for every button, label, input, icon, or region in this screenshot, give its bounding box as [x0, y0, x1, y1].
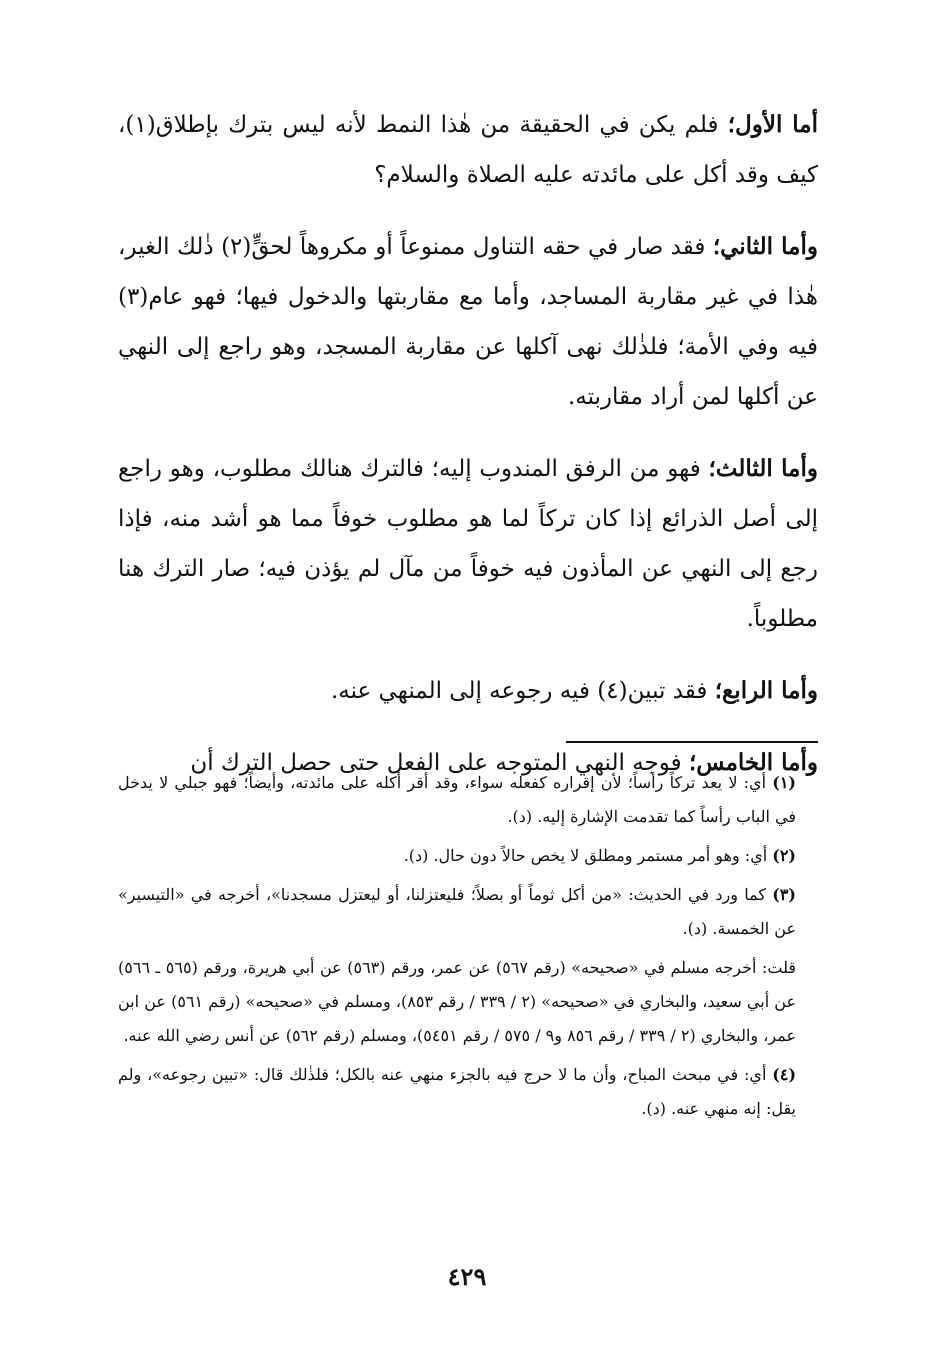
paragraph-fourth [118, 666, 818, 716]
footnote-divider [566, 741, 818, 743]
footnote-text: قلت: أخرجه مسلم في «صحيحه» (رقم ٥٦٧) عن عمر، ورقم (٥٦٣) عن أبي هريرة، ورقم (٥٦٥ ـ ٥٦٦) عن أبي سعيد، والبخاري في «صحيحه» (٢ / ٣٣٩ / رقم ٨٥٣)، ومسلم في «صحيحه» (رقم ٥٦١) عن ابن عمر، والبخاري (٢ / ٣٣٩ / رقم ٨٥٦ و٩ / ٥٧٥ / رقم ٥٤٥١)، ومسلم (رقم ٥٦٢) عن أنس رضي الله عنه. [118, 958, 797, 1045]
footnote-text: أي: وهو أمر مستمر ومطلق لا يخص حالاً دون حال. (د). [403, 846, 773, 865]
paragraph-lead: أما الأول؛ [727, 111, 818, 138]
page-number: ٤٢٩ [447, 1262, 487, 1291]
paragraph-third [118, 444, 818, 644]
footnote-number: (١) [772, 773, 796, 792]
footnote-1 [118, 766, 818, 834]
footnote-3-editor-note [118, 951, 818, 1053]
paragraph-lead: وأما الثالث؛ [708, 455, 818, 482]
footnote-number: (٤) [772, 1065, 797, 1084]
footnote-text: أي: لا يعد تركاً رأساً؛ لأن إقراره كفعله سواء، وقد أقر أكله على مائدته، وأيضاً؛ فهو جبلي لا يدخل في الباب رأساً كما تقدمت الإشارة إليه. (د). [118, 773, 796, 826]
paragraph-body: فقد صار في حقه التناول ممنوعاً أو مكروهاً لحقٍّ(٢) ذٰلك الغير، هٰذا في غير مقاربة المساجد، وأما مع مقاربتها والدخول فيها؛ فهو عام(٣) فيه وفي الأمة؛ فلذٰلك نهى آكلها عن مقاربة المسجد، وهو راجع إلى النهي عن أكلها لمن أراد مقاربته. [118, 234, 818, 410]
paragraph-lead: وأما الثاني؛ [712, 233, 819, 260]
footnote-number: (٢) [772, 846, 796, 865]
footnote-number: (٣) [772, 885, 796, 904]
footnote-3 [118, 878, 818, 946]
paragraph-second [118, 222, 818, 422]
footnotes [118, 766, 818, 1131]
footnote-text: كما ورد في الحديث: «من أكل ثوماً أو بصلاً؛ فليعتزلنا، أو ليعتزل مسجدنا»، أخرجه في «التيسير» عن الخمسة. (د). [118, 885, 796, 938]
footnote-2 [118, 839, 818, 873]
paragraph-body: فهو من الرفق المندوب إليه؛ فالترك هنالك مطلوب، وهو راجع إلى أصل الذرائع إذا كان تركاً لما هو مطلوب خوفاً مما هو أشد منه، فإذا رجع إلى النهي عن المأذون فيه خوفاً من مآل لم يؤذن فيه؛ صار الترك هنا مطلوباً. [118, 456, 818, 632]
main-text [118, 100, 818, 788]
paragraph-first [118, 100, 818, 200]
paragraph-body: فوجه النهي المتوجه على الفعل حتى حصل الترك أن [190, 750, 689, 776]
footnote-4 [118, 1058, 818, 1126]
paragraph-body: فلم يكن في الحقيقة من هٰذا النمط لأنه ليس بترك بإطلاق(١)، كيف وقد أكل على مائدته عليه الصلاة والسلام؟ [118, 112, 818, 188]
paragraph-lead: وأما الخامس؛ [688, 749, 818, 776]
paragraph-lead: وأما الرابع؛ [714, 677, 818, 704]
paragraph-body: فقد تبين(٤) فيه رجوعه إلى المنهي عنه. [330, 678, 715, 704]
footnote-text: أي: في مبحث المباح، وأن ما لا حرج فيه بالجزء منهي عنه بالكل؛ فلذٰلك قال: «تبين رجوعه»، ولم يقل: إنه منهي عنه. (د). [118, 1065, 796, 1118]
